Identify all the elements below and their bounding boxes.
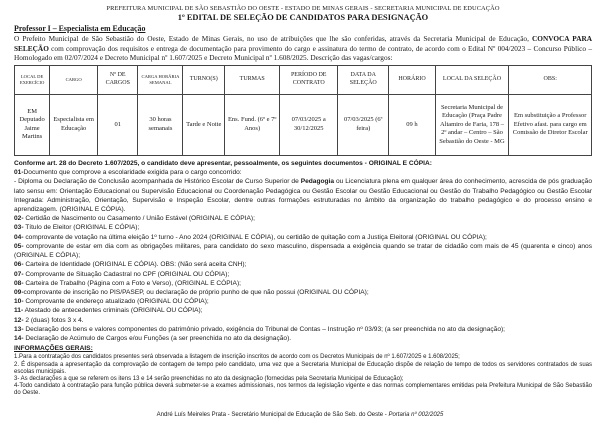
intro-paragraph <box>14 34 592 63</box>
document-item-number: 02- <box>14 215 24 223</box>
document-item-text: Carteira de Identidade (ORIGINAL E CÓPIA). OBS: (Não será aceita CNH); <box>23 261 247 269</box>
signature-portaria: Portaria nº 002/2025 <box>388 412 444 418</box>
cell-local-selecao: Secretaria Municipal de Educação (Praça Padre Altamiro de Faria, 178 – 2º andar – Centro – São Sebastião do Oeste - MG <box>435 94 509 155</box>
document-item-number: 10- <box>14 298 24 306</box>
cell-cargo: Especialista em Educação <box>50 94 98 155</box>
intro-text-pre: O Prefeito Municipal de São Sebastião do Oeste, Estado de Minas Gerais, no uso de atribuições que lhe são conferidas, através da Secretaria Municipal de Educação, <box>14 34 533 43</box>
header-local-selecao: LOCAL DA SELEÇÃO <box>435 65 509 94</box>
intro-convoca-bold: CONVOCA PARA SELEÇÃO <box>14 34 592 53</box>
document-item-text: Certidão de Nascimento ou Casamento / União Estável (ORIGINAL E CÓPIA); <box>23 215 255 223</box>
document-item <box>14 288 592 297</box>
document-item-text: Declaração de Acúmulo de Cargos e/ou Funções (a ser preenchida no ato da designação). <box>23 335 292 343</box>
header-data-selecao: DATA DA SELEÇÃO <box>338 65 389 94</box>
cell-periodo-contrato: 07/03/2025 a 30/12/2025 <box>280 94 338 155</box>
document-item-number: 01- <box>14 169 24 177</box>
header-horario: HORÁRIO <box>389 65 435 94</box>
document-item-text: - Diploma ou Declaração de Conclusão acompanhada de Histórico Escolar de Curso Superior de <box>14 178 301 186</box>
general-info-item-text: É dispensada a apresentação da comprovação de contagem de tempo pelo candidato, uma vez que a Secretaria Municipal de Educação dispõe de relação de tempo de todos os servidores contratados de suas escolas municipais. <box>14 361 592 375</box>
document-item <box>14 306 592 315</box>
document-item <box>14 334 592 343</box>
position-subtitle: Professor I – Especialista em Educação <box>14 24 146 33</box>
document-item-text-post: ou Licenciatura plena em qualquer área do conhecimento, acrescida de pós graduação lato sensu em: Orientação Educacional ou Supervisão Educacional ou Coordenação Pedagógica ou Gestão Escolar ou Gestão Educacional ou Gestão do Trabalho Pedagógico ou Gestão Escolar Integrada: Administração, Orientação, Supervisão e Inspeção Escolar, dentre outras formações estruturadas no âmbito da organização do trabalho pedagógico e do processo ensino e aprendizagem. (ORIGINAL E CÓPIA). <box>14 178 592 213</box>
general-info-title: INFORMAÇÕES GERAIS: <box>14 345 93 353</box>
document-item <box>14 297 592 306</box>
document-item <box>14 260 592 269</box>
documents-section <box>14 159 592 397</box>
general-info-item <box>14 383 592 397</box>
document-item <box>14 223 592 232</box>
document-item-text: comprovante de votação na última eleição 1º turno - Ano 2024 (ORIGINAL E CÓPIA), ou certidão de quitação com a Justiça Eleitoral (ORIGINAL OU CÓPIA); <box>23 233 487 241</box>
document-item-number: 06- <box>14 261 24 269</box>
cell-horario: 09 h <box>389 94 435 155</box>
document-item-text: Comprovante de endereço atualizado (ORIGINAL OU CÓPIA); <box>23 298 209 306</box>
document-item-text: Atestado de antecedentes criminais (ORIGINAL OU CÓPIA); <box>23 307 203 315</box>
table-row <box>15 94 592 155</box>
general-info-item-number: 1. <box>14 354 20 361</box>
document-item-text: 2 (duas) fotos 3 x 4. <box>23 316 84 324</box>
header-obs: OBS: <box>509 65 592 94</box>
document-item <box>14 177 592 214</box>
cell-local-exercicio: EM Deputado Jaime Martins <box>15 94 50 155</box>
document-item-number: 07- <box>14 270 24 278</box>
header-local-exercicio: LOCAL DE EXERCÍCIO <box>15 65 50 94</box>
header-num-cargos: Nº DE CARGOS <box>98 65 138 94</box>
municipality-header: PREFEITURA MUNICIPAL DE SÃO SEBASTIÃO DO OESTE - ESTADO DE MINAS GERAIS - SECRETARIA MUNICIPAL DE EDUCAÇÃO <box>106 5 500 12</box>
document-item-text: Carteira de Trabalho (Página com a Foto e Verso), (ORIGINAL E CÓPIA); <box>23 279 241 287</box>
cell-obs: Em substituição a Professor Efetivo afast. para cargo em Comissão de Diretor Escolar <box>509 94 592 155</box>
document-item <box>14 316 592 325</box>
cell-num-cargos: 01 <box>98 94 138 155</box>
document-item-number: 11- <box>14 307 24 315</box>
document-item-text: Título de Eleitor (ORIGINAL E CÓPIA); <box>23 224 140 232</box>
header-turmas: TURMAS <box>224 65 279 94</box>
header-carga-horaria: CARGA HORÁRIA SEMANAL <box>138 65 183 94</box>
document-item <box>14 325 592 334</box>
document-item-number: 08- <box>14 279 24 287</box>
documents-list <box>14 168 592 343</box>
signature-name-title: André Luís Meireles Prata - Secretário Municipal de Educação de São Seb. do Oeste - <box>156 412 389 418</box>
document-item-number: 04- <box>14 233 24 241</box>
document-item-number: 14- <box>14 335 24 343</box>
document-item-text: comprovante de inscrição no PIS/PASEP, ou declaração de próprio punho de que não possui (ORIGINAL OU CÓPIA); <box>23 288 369 296</box>
document-item <box>14 242 592 260</box>
cell-carga-horaria: 30 horas semanais <box>138 94 183 155</box>
document-item-text: Comprovante de Situação Cadastral no CPF (ORIGINAL OU CÓPIA); <box>23 270 230 278</box>
cell-turnos: Tarde e Noite <box>183 94 225 155</box>
general-info-item <box>14 354 592 361</box>
document-item <box>14 168 592 177</box>
general-info-item-text: As declarações a que se referem os itens 13 e 14 serão preenchidas no ato da designação (fornecidas pela Secretaria Municipal de Educação); <box>19 375 404 382</box>
document-item <box>14 214 592 223</box>
document-item-text: Documento que comprove a escolaridade exigida para o cargo concorrido: <box>23 169 242 177</box>
general-info-list <box>14 354 592 396</box>
intro-text-post: com comprovação dos requisitos e entrega de documentação para provimento do cargo e assinatura do termo de contrato, de acordo com o Edital Nº 004/2023 – Concurso Público – Homologado em 02/07/2024 e Decreto Municipal nº 1.607/2025 e Decreto Municipal nº 1.608/2025. Descrição das vagas/cargos: <box>14 43 592 63</box>
general-info-item <box>14 376 592 383</box>
document-item-text: comprovante de estar em dia com as obrigações militares, para candidato do sexo masculino, dispensada a exigência quando se tratar de cidadão com mais de 45 (quarenta e cinco) anos (ORIGINAL E CÓPIA); <box>14 242 592 260</box>
document-item <box>14 233 592 242</box>
general-info-item-text: Para a contratação dos candidatos presentes será observada a listagem de inscrição inscritos de acordo com os Decretos Municipais de nº 1.607/2025 e 1.608/2025; <box>19 354 460 361</box>
general-info-item-number: 2. <box>14 361 20 368</box>
general-info-item <box>14 362 592 376</box>
document-item-number: 09- <box>14 288 24 296</box>
cell-turmas: Ens. Fund. (6º e 7º Anos) <box>224 94 279 155</box>
general-info-item-text: Todo candidato à contratação para função pública deverá submeter-se a exames admissionais, nos termos da legislação vigente e das normas complementares emitidas pela Prefeitura Municipal de São Sebastião do Oeste. <box>14 382 592 396</box>
document-item-number: 12- <box>14 316 24 324</box>
edital-title: 1º EDITAL DE SELEÇÃO DE CANDIDATOS PARA DESIGNAÇÃO <box>177 13 429 22</box>
document-item <box>14 270 592 279</box>
cell-data-selecao: 07/03/2025 (6ª feira) <box>338 94 389 155</box>
signature-footer <box>0 412 600 418</box>
documents-intro: Conforme art. 28 do Decreto 1.607/2025, o candidato deve apresentar, pessoalmente, os seguintes documentos - ORIGINAL E CÓPIA: <box>14 159 432 167</box>
document-item-number: 03- <box>14 224 24 232</box>
vacancies-table <box>14 65 592 156</box>
header-cargo: CARGO <box>50 65 98 94</box>
document-item-number: 13- <box>14 325 24 333</box>
general-info-item-number: 4- <box>14 382 20 389</box>
header-periodo-contrato: PERÍODO DE CONTRATO <box>280 65 338 94</box>
document-item-number: 05- <box>14 242 24 250</box>
table-header-row <box>15 65 592 94</box>
header-turnos: TURNO(S) <box>183 65 225 94</box>
document-item-bold: Pedagogia <box>300 178 335 186</box>
document-item-text: Declaração dos bens e valores componentes do patrimônio privado, exigência do Tribunal de Contas – Instrução nº 03/93; (a ser preenchida no ato da designação); <box>23 325 506 333</box>
general-info-item-number: 3- <box>14 375 20 382</box>
document-item <box>14 279 592 288</box>
